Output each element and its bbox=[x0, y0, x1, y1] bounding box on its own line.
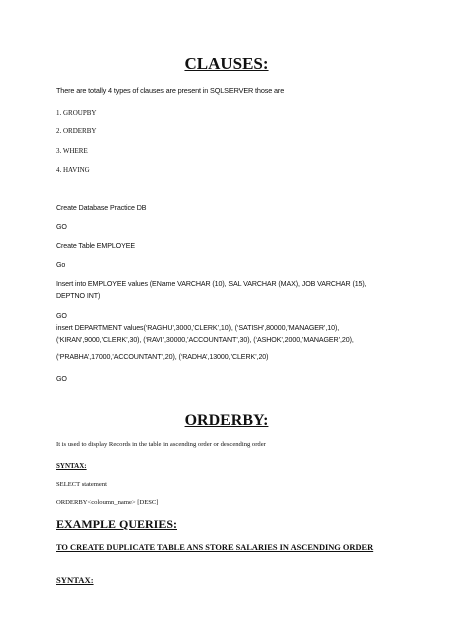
clause-item-groupby: 1. GROUPBY bbox=[56, 109, 97, 117]
code-line-go-2: Go bbox=[56, 261, 66, 269]
clauses-heading: CLAUSES: bbox=[184, 54, 269, 73]
clause-item-orderby: 2. ORDERBY bbox=[56, 127, 97, 135]
orderby-description: It is used to display Records in the table in ascending order or descending order bbox=[56, 441, 266, 448]
code-line-values-1: (‘KIRAN’,9000,’CLERK’,30), (‘RAVI’,30000,’ACCOUNTANT’,30), (‘ASHOK’,2000,’MANAGER’,20), bbox=[56, 336, 354, 344]
code-line-create-table: Create Table EMPLOYEE bbox=[56, 242, 135, 250]
code-line-deptno: DEPTNO INT) bbox=[56, 292, 101, 300]
code-line-values-2: (‘PRABHA’,17000,’ACCOUNTANT’,20), (‘RADHA’,13000,’CLERK’,20) bbox=[56, 353, 269, 361]
orderby-syntax-select: SELECT statement bbox=[56, 481, 107, 488]
example-syntax-label: SYNTAX: bbox=[56, 575, 94, 585]
clause-item-having: 4. HAVING bbox=[56, 166, 90, 174]
example-subtitle: TO CREATE DUPLICATE TABLE ANS STORE SALARIES IN ASCENDING ORDER bbox=[56, 543, 374, 552]
orderby-syntax-label: SYNTAX: bbox=[56, 462, 87, 470]
example-queries-heading: EXAMPLE QUERIES: bbox=[56, 517, 178, 531]
code-line-insert-department: insert DEPARTMENT values(‘RAGHU’,3000,’CLERK’,10), (‘SATISH’,80000,’MANAGER’,10), bbox=[56, 324, 340, 332]
code-line-go-3: GO bbox=[56, 312, 67, 320]
code-line-create-db: Create Database Practice DB bbox=[56, 204, 147, 212]
code-line-go-1: GO bbox=[56, 223, 67, 231]
code-line-insert-into: Insert into EMPLOYEE values (EName VARCHAR (10), SAL VARCHAR (MAX), JOB VARCHAR (15), bbox=[56, 280, 367, 288]
code-line-go-4: GO bbox=[56, 375, 67, 383]
orderby-heading: ORDERBY: bbox=[184, 412, 269, 429]
orderby-syntax-orderby: ORDERBY<coloumn_name> [DESC] bbox=[56, 499, 159, 506]
clause-item-where: 3. WHERE bbox=[56, 147, 88, 155]
clauses-intro: There are totally 4 types of clauses are present in SQLSERVER those are bbox=[56, 86, 285, 95]
